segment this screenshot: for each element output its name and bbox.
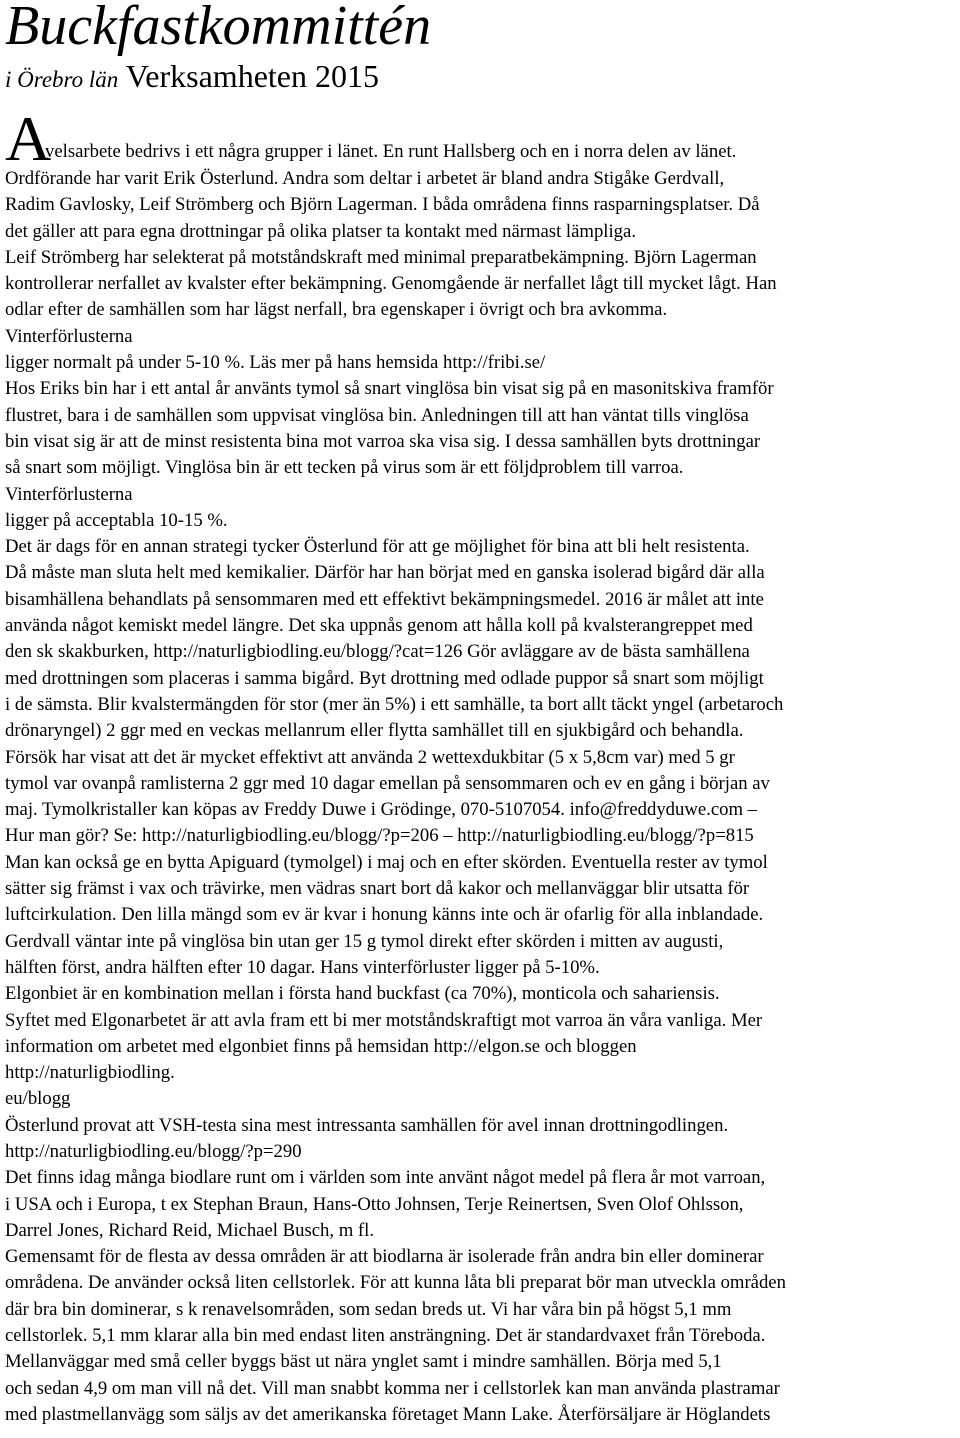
text-line: kontrollerar nerfallet av kvalster efter bekämpning. Genomgående är nerfallet lågt till mycket lågt. Han	[5, 273, 777, 295]
text-line: http://naturligbiodling.eu/blogg/?p=290	[5, 1140, 302, 1162]
text-line: drönaryngel) 2 ggr med en veckas mellanrum eller flytta samhället till en sjukbigård och behandla.	[5, 720, 744, 742]
text-line: Det är dags för en annan strategi tycker Österlund för att ge möjlighet för bina att bli helt resistenta.	[5, 536, 750, 558]
text-line: områdena. De använder också liten cellstorlek. För att kunna låta bli preparat bör man utveckla områden	[5, 1272, 786, 1294]
text-line: information om arbetet med elgonbiet finns på hemsidan http://elgon.se och bloggen	[5, 1035, 637, 1057]
text-line: Det finns idag många biodlare runt om i världen som inte använt något medel på flera år mot varroan,	[5, 1167, 766, 1189]
text-line: med plastmellanvägg som säljs av det amerikanska företaget Mann Lake. Återförsäljare är Höglandets	[5, 1403, 771, 1425]
document-subtitle	[5, 56, 379, 100]
document-title: Buckfastkommittén	[5, 0, 432, 57]
text-line: tymol var ovanpå ramlisterna 2 ggr med 10 dagar emellan på sensommaren och ev en gång i början av	[5, 772, 770, 794]
first-line	[5, 103, 957, 174]
text-line: med drottningen som placeras i samma bigård. Byt drottning med odlade puppor så snart som möjligt	[5, 667, 764, 689]
text-line: Gerdvall väntar inte på vinglösa bin utan ger 15 g tymol direkt efter skörden i mitten av augusti,	[5, 930, 724, 952]
text-line: Österlund provat att VSH-testa sina mest intressanta samhällen för avel innan drottningodlingen.	[5, 1114, 729, 1136]
text-line: Darrel Jones, Richard Reid, Michael Busch, m fl.	[5, 1219, 374, 1241]
text-line: Försök har visat att det är mycket effektivt att använda 2 wettexdukbitar (5 x 5,8cm var) med 5 gr	[5, 746, 735, 768]
report-heading: Verksamheten 2015	[125, 58, 379, 94]
text-line: i de sämsta. Blir kvalstermängden för stor (mer än 5%) i ett samhälle, ta bort allt täckt yngel (arbetaroch	[5, 693, 784, 715]
text-line: Hos Eriks bin har i ett antal år använts tymol så snart vinglösa bin visat sig på en masonitskiva framför	[5, 378, 774, 400]
text-line: i USA och i Europa, t ex Stephan Braun, Hans-Otto Johnsen, Terje Reinertsen, Sven Olof Ohlsson,	[5, 1193, 744, 1215]
text-line: det gäller att para egna drottningar på olika platser ta kontakt med närmast lämpliga.	[5, 220, 636, 242]
text-line: Radim Gavlosky, Leif Strömberg och Björn Lagerman. I båda områdena finns rasparningsplatser. Då	[5, 194, 760, 216]
text-line: sätter sig främst i vax och trävirke, men vädras snart bort då kakor och mellanväggar blir utsatta för	[5, 878, 750, 900]
body-lines	[5, 166, 957, 1428]
text-line: Leif Strömberg har selekterat på motståndskraft med minimal preparatbekämpning. Björn Lagerman	[5, 246, 757, 268]
text-line: Vinterförlusterna	[5, 325, 133, 347]
text-line: maj. Tymolkristaller kan köpas av Freddy Duwe i Grödinge, 070-5107054. info@freddyduwe.com –	[5, 799, 758, 821]
first-line-text: velsarbete bedrivs i ett några grupper i länet. En runt Hallsberg och en i norra delen av länet.	[45, 141, 737, 162]
text-line: Man kan också ge en bytta Apiguard (tymolgel) i maj och en efter skörden. Eventuella rester av tymol	[5, 851, 768, 873]
text-line: den sk skakburken, http://naturligbiodling.eu/blogg/?cat=126 Gör avläggare av de bästa samhällena	[5, 641, 750, 663]
text-line: odlar efter de samhällen som har lägst nerfall, bra egenskaper i övrigt och bra avkomma.	[5, 299, 668, 321]
text-line: ligger på acceptabla 10-15 %.	[5, 509, 228, 531]
text-line: luftcirkulation. Den lilla mängd som ev är kvar i honung känns inte och är ofarlig för alla inblandade.	[5, 904, 764, 926]
text-line: bisamhällena behandlats på sensommaren med ett effektivt bekämpningsmedel. 2016 är målet att inte	[5, 588, 764, 610]
region-label: i Örebro län	[5, 67, 119, 92]
text-line: Ordförande har varit Erik Österlund. Andra som deltar i arbetet är bland andra Stigåke Gerdvall,	[5, 168, 725, 189]
text-line: Mellanväggar med små celler byggs bäst ut nära ynglet samt i mindre samhällen. Börja med 5,1	[5, 1351, 722, 1373]
text-line: cellstorlek. 5,1 mm klarar alla bin med endast liten ansträngning. Det är standardvaxet från Töreboda.	[5, 1325, 766, 1347]
text-line: ligger normalt på under 5-10 %. Läs mer på hans hemsida http://fribi.se/	[5, 352, 546, 374]
text-line: Elgonbiet är en kombination mellan i första hand buckfast (ca 70%), monticola och sahariensis.	[5, 983, 720, 1005]
text-line: så snart som möjligt. Vinglösa bin är ett tecken på virus som är ett följdproblem till varroa.	[5, 457, 684, 479]
text-line: där bra bin dominerar, s k renavelsområden, som sedan breds ut. Vi har våra bin på högst 5,1 mm	[5, 1298, 732, 1320]
text-line: hälften först, andra hälften efter 10 dagar. Hans vinterförluster ligger på 5-10%.	[5, 956, 600, 978]
text-line: Syftet med Elgonarbetet är att avla fram ett bi mer motståndskraftigt mot varroa än våra vanliga. Mer	[5, 1009, 763, 1031]
text-line: och sedan 4,9 om man vill nå det. Vill man snabbt komma ner i cellstorlek kan man använda plastramar	[5, 1377, 780, 1399]
text-line: Vinterförlusterna	[5, 483, 133, 505]
text-line: http://naturligbiodling.	[5, 1062, 175, 1084]
text-line: flustret, bara i de samhällen som uppvisat vinglösa bin. Anledningen till att han väntat tills vinglösa	[5, 404, 749, 426]
text-line: Då måste man sluta helt med kemikalier. Därför har han börjat med en ganska isolerad bigård där alla	[5, 562, 765, 584]
text-line: använda något kemiskt medel längre. Det ska uppnås genom att hålla koll på kvalsterangreppet med	[5, 615, 753, 637]
text-line: eu/blogg	[5, 1088, 71, 1110]
text-line: Hur man gör? Se: http://naturligbiodling.eu/blogg/?p=206 – http://naturligbiodling.eu/blogg/?p=815	[5, 825, 754, 847]
text-line: bin visat sig är att de minst resistenta bina mot varroa ska visa sig. I dessa samhällen byts drottningar	[5, 430, 761, 452]
text-line: Gemensamt för de flesta av dessa områden är att biodlarna är isolerade från andra bin eller dominerar	[5, 1246, 764, 1268]
document-body	[5, 103, 957, 1428]
drop-cap: A	[5, 103, 52, 174]
